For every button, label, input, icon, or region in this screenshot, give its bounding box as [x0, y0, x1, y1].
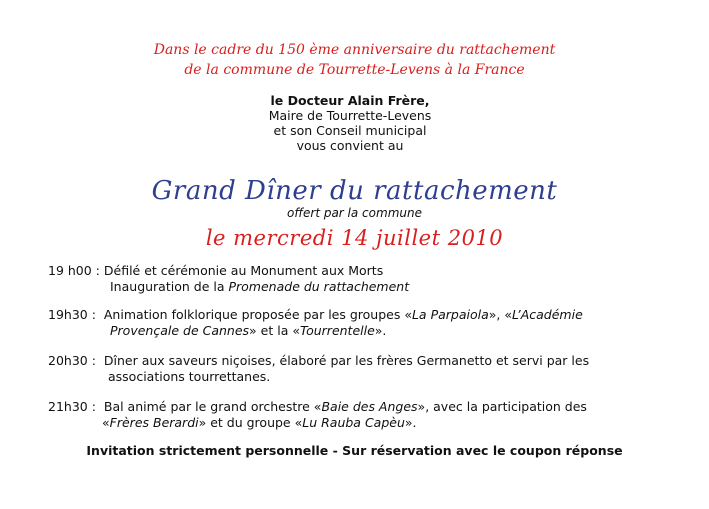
event-date: le mercredi 14 juillet 2010: [205, 226, 504, 250]
program-item-2-sep-1: », «: [488, 307, 513, 322]
program-item-1-text-1: Défilé et cérémonie au Monument aux Morts: [103, 263, 384, 278]
program-item-4-line-1: [48, 399, 587, 415]
program-item-3-line-1: [48, 353, 589, 369]
program-item-2-time: 19h30 :: [48, 307, 96, 322]
program-item-4-orchestra: Baie des Anges: [321, 399, 418, 414]
intro-line-1: Dans le cadre du 150 ème anniversaire du rattachement: [153, 42, 556, 58]
program-item-4-sep-2: » et du groupe «: [198, 415, 303, 430]
program-item-2-group-3: Tourrentelle: [300, 323, 375, 338]
program-item-1-text-2: Inauguration de la: [110, 279, 229, 294]
host-invite: vous convient au: [296, 138, 404, 153]
program-item-2-group-2a: L’Académie: [512, 307, 583, 322]
program-item-4-time: 21h30 :: [48, 399, 96, 414]
program-item-4-rauba-capeu: Lu Rauba Capèu: [302, 415, 405, 430]
event-offered: offert par la commune: [287, 206, 422, 220]
intro-line-2: de la commune de Tourrette-Levens à la France: [184, 62, 525, 78]
program-item-3-line-2: associations tourrettanes.: [108, 369, 271, 384]
program-item-4-text: Bal animé par le grand orchestre «: [103, 399, 322, 414]
program-item-4-end: ».: [404, 415, 417, 430]
program-item-1-line-2: [110, 279, 409, 295]
program-item-1-line-1: [48, 263, 383, 279]
program-item-3-time: 20h30 :: [48, 353, 96, 368]
program-item-2-sep-2: » et la «: [249, 323, 300, 338]
program-item-1-promenade: Promenade du rattachement: [228, 279, 410, 294]
event-title: Grand Dîner du rattachement: [151, 176, 558, 206]
host-name: le Docteur Alain Frère,: [270, 93, 430, 108]
host-role: Maire de Tourrette-Levens: [268, 108, 432, 123]
program-item-2-line-1: [48, 307, 583, 323]
program-item-4-open: «: [102, 415, 110, 430]
program-item-2-group-2b: Provençale de Cannes: [110, 323, 250, 338]
host-council: et son Conseil municipal: [273, 123, 427, 138]
program-item-2-group-1: La Parpaiola: [411, 307, 489, 322]
footer-note: Invitation strictement personnelle - Sur réservation avec le coupon réponse: [86, 443, 623, 458]
program-item-4-line-2: [102, 415, 417, 431]
program-item-1-time: 19 h00 :: [48, 263, 100, 278]
program-item-4-freres-berardi: Frères Berardi: [109, 415, 199, 430]
program-item-2-end: ».: [374, 323, 387, 338]
program-item-4-sep-1: », avec la participation des: [417, 399, 587, 414]
program-item-3-text-1: Dîner aux saveurs niçoises, élaboré par les frères Germanetto et servi par les: [103, 353, 590, 368]
program-item-2-text: Animation folklorique proposée par les groupes «: [103, 307, 412, 322]
program-item-2-line-2: [110, 323, 386, 339]
